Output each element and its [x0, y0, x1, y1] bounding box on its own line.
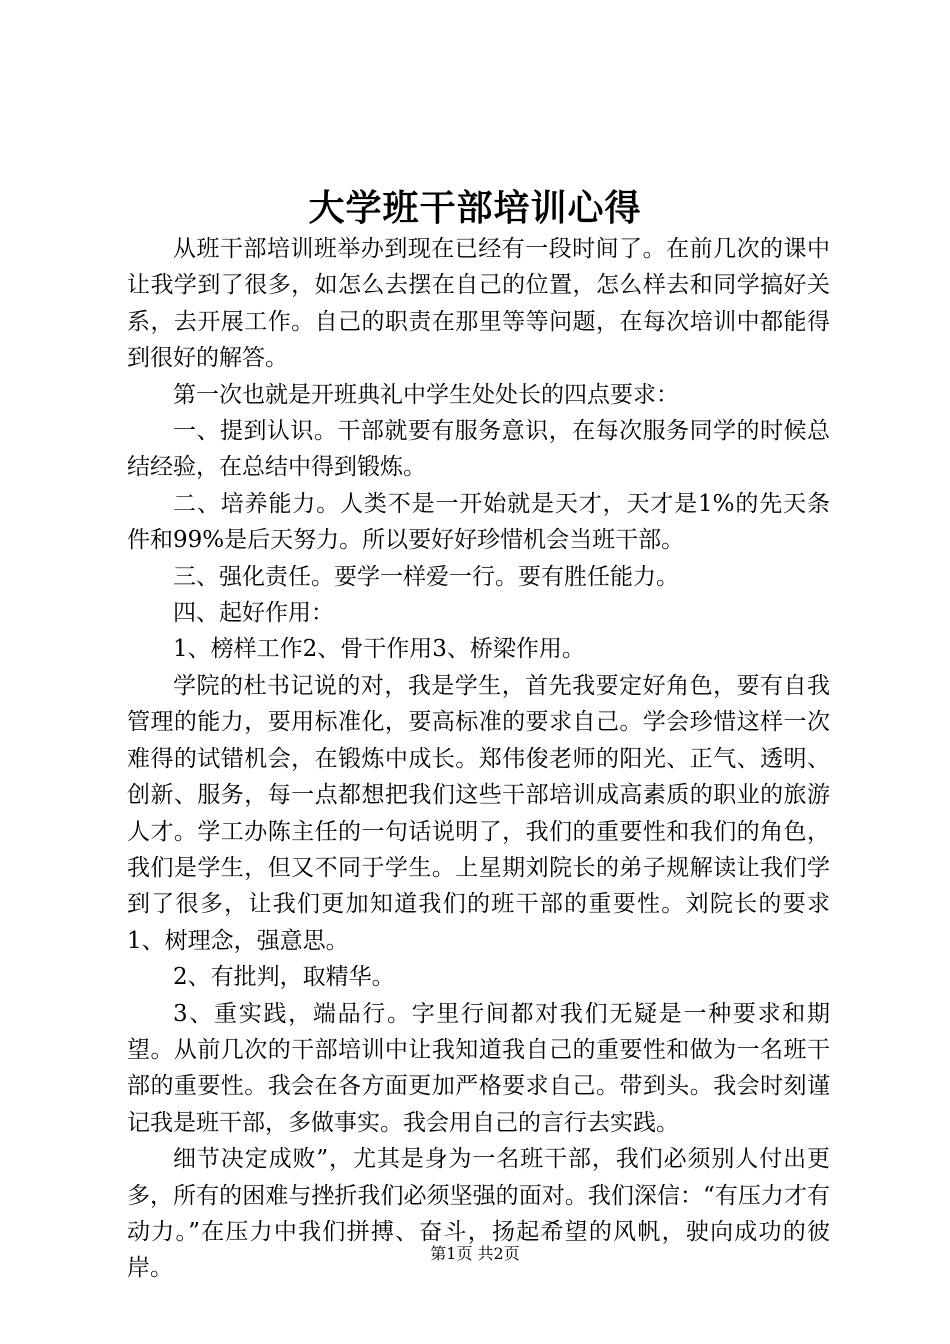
paragraph-requirement-2: 二、培养能力。人类不是一开始就是天才，天才是1%的先天条件和99%是后天努力。所以要好好珍惜机会当班干部。: [127, 490, 830, 554]
document-body: [127, 231, 830, 1287]
page-number-footer: 第1页 共2页: [430, 1244, 520, 1263]
document-title: 大学班干部培训心得: [308, 187, 642, 229]
paragraph-requirement-1: 一、提到认识。干部就要有服务意识，在每次服务同学的时候总结经验，在总结中得到锻炼。: [127, 418, 830, 481]
paragraph-requirement-4: 四、起好作用：: [173, 600, 334, 627]
paragraph-conclusion: 细节决定成败”，尤其是身为一名班干部，我们必须别人付出更多，所有的困难与挫折我们必须坚强的面对。我们深信：“有压力才有动力。”在压力中我们拼搏、奋斗，扬起希望的风帆，驶向成功的彼岸。: [127, 1146, 830, 1282]
paragraph-requirement-3: 三、强化责任。要学一样爱一行。要有胜任能力。: [173, 563, 679, 590]
paragraph-roles: 1、榜样工作2、骨干作用3、桥梁作用。: [173, 636, 585, 663]
paragraph-reflection: 学院的杜书记说的对，我是学生，首先我要定好角色，要有自我管理的能力，要用标准化，要高标准的要求自己。学会珍惜这样一次难得的试错机会，在锻炼中成长。郑伟俊老师的阳光、正气、透明、创新、服务，每一点都想把我们这些干部培训成高素质的职业的旅游人才。学工办陈主任的一句话说明了，我们的重要性和我们的角色，我们是学生，但又不同于学生。上星期刘院长的弟子规解读让我们学到了很多，让我们更加知道我们的班干部的重要性。刘院长的要求1、树理念，强意思。: [127, 672, 830, 954]
paragraph-intro: 从班干部培训班举办到现在已经有一段时间了。在前几次的课中让我学到了很多，如怎么去摆在自己的位置，怎么样去和同学搞好关系，去开展工作。自己的职责在那里等等问题，在每次培训中都能得到很好的解答。: [127, 236, 830, 372]
paragraph-point-2: 2、有批判，取精华。: [173, 964, 395, 991]
paragraph-point-3: 3、重实践，端品行。字里行间都对我们无疑是一种要求和期望。从前几次的干部培训中让我知道我自己的重要性和做为一名班干部的重要性。我会在各方面更加严格要求自己。带到头。我会时刻谨记我是班干部，多做事实。我会用自己的言行去实践。: [127, 1000, 830, 1136]
paragraph-requirements-lead: 第一次也就是开班典礼中学生处处长的四点要求：: [173, 381, 679, 408]
